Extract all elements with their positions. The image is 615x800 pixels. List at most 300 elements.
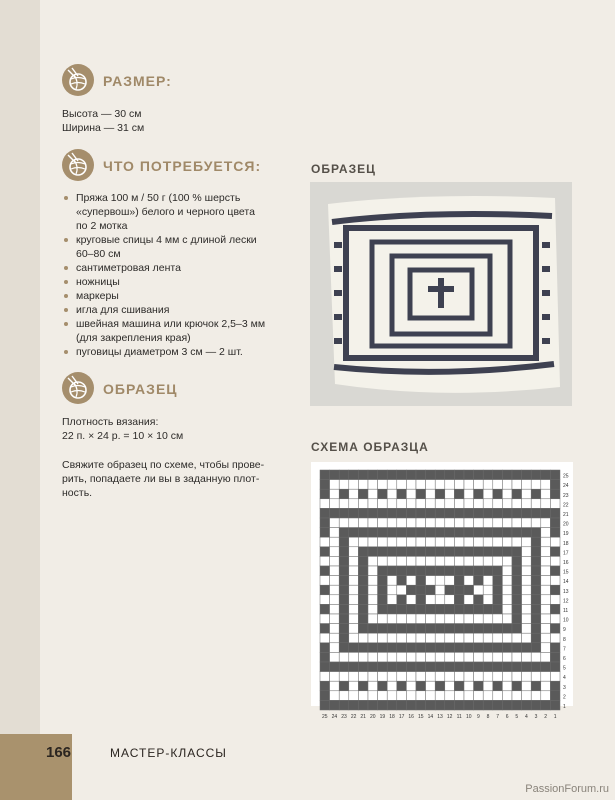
chart-cell (522, 556, 532, 566)
chart-cell (474, 480, 484, 490)
chart-cell (397, 499, 407, 509)
chart-cell (483, 528, 493, 538)
chart-cell (349, 489, 359, 499)
chart-cell (502, 556, 512, 566)
chart-cell (426, 633, 436, 643)
chart-cell (483, 556, 493, 566)
column-label: 24 (331, 714, 338, 720)
chart-cell (378, 595, 388, 605)
row-label: 24 (563, 483, 569, 490)
chart-cell (368, 595, 378, 605)
chart-cell (483, 643, 493, 653)
chart-cell (387, 576, 397, 586)
chart-cell (406, 672, 416, 682)
chart-cell (541, 585, 551, 595)
chart-cell (454, 518, 464, 528)
chart-cell (387, 595, 397, 605)
chart-cell (358, 614, 368, 624)
chart-cell (387, 508, 397, 518)
chart-cell (512, 691, 522, 701)
chart-cell (330, 556, 340, 566)
chart-cell (406, 576, 416, 586)
chart-cell (445, 499, 455, 509)
chart-cell (493, 595, 503, 605)
chart-cell (426, 585, 436, 595)
column-label: 2 (544, 714, 547, 720)
chart-cell (397, 508, 407, 518)
chart-cell (445, 652, 455, 662)
chart-cell (435, 489, 445, 499)
chart-cell (445, 576, 455, 586)
column-label: 12 (446, 714, 453, 720)
chart-cell (387, 672, 397, 682)
chart-cell (426, 576, 436, 586)
chart-cell (339, 470, 349, 480)
chart-cell (330, 528, 340, 538)
chart-cell (474, 585, 484, 595)
chart-cell (426, 518, 436, 528)
chart-cell (339, 566, 349, 576)
chart-cell (483, 585, 493, 595)
chart-cell (445, 643, 455, 653)
chart-cell (550, 595, 560, 605)
chart-cell (406, 585, 416, 595)
chart-cell (550, 528, 560, 538)
chart-cell (368, 604, 378, 614)
chart-cell (445, 662, 455, 672)
chart-cell (550, 691, 560, 701)
chart-cell (397, 595, 407, 605)
chart-cell (406, 662, 416, 672)
chart-cell (378, 672, 388, 682)
chart-cell (320, 585, 330, 595)
yarn-ball-icon (62, 372, 94, 404)
row-label: 25 (563, 473, 569, 480)
chart-cell (416, 518, 426, 528)
chart-cell (320, 672, 330, 682)
chart-cell (512, 480, 522, 490)
chart-cell (320, 556, 330, 566)
chart-cell (550, 489, 560, 499)
chart-cell (368, 585, 378, 595)
chart-cell (512, 595, 522, 605)
chart-cell (406, 643, 416, 653)
chart-cell (454, 537, 464, 547)
chart-cell (416, 624, 426, 634)
chart-cell (522, 595, 532, 605)
chart-cell (454, 614, 464, 624)
chart-cell (502, 595, 512, 605)
chart-cell (522, 681, 532, 691)
chart-cell (435, 556, 445, 566)
chart-cell (550, 681, 560, 691)
chart-cell (512, 700, 522, 710)
chart-cell (541, 643, 551, 653)
column-label: 18 (389, 714, 395, 720)
chart-cell (550, 672, 560, 682)
chart-cell (330, 576, 340, 586)
chart-cell (378, 691, 388, 701)
chart-cell (474, 576, 484, 586)
chart-cell (368, 499, 378, 509)
chart-cell (378, 643, 388, 653)
chart-cell (464, 691, 474, 701)
row-label: 4 (563, 675, 566, 682)
chart-cell (550, 624, 560, 634)
chart-cell (502, 604, 512, 614)
chart-cell (550, 585, 560, 595)
chart-cell (493, 576, 503, 586)
chart-cell (522, 528, 532, 538)
chart-cell (435, 576, 445, 586)
chart-cell (406, 489, 416, 499)
chart-cell (474, 537, 484, 547)
column-label: 21 (360, 714, 366, 720)
chart-cell (378, 633, 388, 643)
chart-cell (474, 508, 484, 518)
chart-cell (512, 576, 522, 586)
chart-cell (349, 528, 359, 538)
chart-cell (512, 528, 522, 538)
chart-cell (483, 489, 493, 499)
chart-cell (435, 672, 445, 682)
chart-cell (522, 633, 532, 643)
chart-cell (541, 614, 551, 624)
chart-cell (541, 556, 551, 566)
watermark: PassionForum.ru (525, 783, 609, 795)
column-label: 6 (505, 714, 509, 720)
chart-cell (378, 566, 388, 576)
chart-cell (464, 662, 474, 672)
chart-cell (531, 566, 541, 576)
chart-cell (512, 518, 522, 528)
chart-cell (349, 470, 359, 480)
chart-cell (483, 624, 493, 634)
chart-cell (512, 489, 522, 499)
chart-cell (531, 604, 541, 614)
chart-cell (426, 681, 436, 691)
chart-cell (339, 518, 349, 528)
row-label: 10 (563, 617, 569, 624)
chart-cell (483, 518, 493, 528)
chart-title: СХЕМА ОБРАЗЦА (311, 440, 429, 454)
list-item: игла для сшивания (62, 303, 265, 317)
column-label: 11 (456, 714, 462, 720)
chart-cell (387, 585, 397, 595)
chart-cell (531, 537, 541, 547)
materials-section-title: ЧТО ПОТРЕБУЕТСЯ: (103, 158, 262, 174)
chart-cell (406, 652, 416, 662)
column-label: 3 (534, 714, 538, 720)
chart-cell (522, 518, 532, 528)
density-text: Плотность вязания: 22 п. × 24 р. = 10 × 10 см (62, 416, 184, 442)
chart-cell (378, 528, 388, 538)
column-label: 20 (370, 714, 376, 720)
chart-cell (522, 499, 532, 509)
height-line: Высота — 30 см (62, 108, 142, 120)
row-label: 21 (563, 512, 569, 518)
chart-cell (358, 547, 368, 557)
chart-cell (445, 672, 455, 682)
chart-cell (320, 547, 330, 557)
chart-cell (406, 537, 416, 547)
instructions-text: Свяжите образец по схеме, чтобы прове- рить, попадаете ли вы в заданную плот- ность. (62, 459, 265, 499)
chart-cell (493, 556, 503, 566)
chart-cell (349, 643, 359, 653)
chart-cell (416, 604, 426, 614)
chart-cell (349, 681, 359, 691)
chart-cell (531, 681, 541, 691)
chart-cell (502, 691, 512, 701)
chart-cell (464, 518, 474, 528)
chart-cell (464, 576, 474, 586)
chart-cell (416, 566, 426, 576)
chart-cell (320, 624, 330, 634)
chart-cell (464, 528, 474, 538)
chart-cell (512, 508, 522, 518)
chart-cell (397, 614, 407, 624)
chart-cell (320, 499, 330, 509)
chart-cell (339, 547, 349, 557)
chart-cell (541, 700, 551, 710)
chart-cell (339, 691, 349, 701)
chart-cell (426, 499, 436, 509)
chart-cell (493, 700, 503, 710)
chart-cell (474, 700, 484, 710)
chart-cell (541, 624, 551, 634)
chart-cell (349, 508, 359, 518)
chart-cell (368, 672, 378, 682)
chart-cell (541, 528, 551, 538)
column-label: 17 (398, 714, 405, 720)
column-label: 4 (525, 714, 528, 720)
chart-cell (416, 681, 426, 691)
row-label: 3 (563, 684, 566, 691)
chart-cell (502, 508, 512, 518)
chart-cell (435, 643, 445, 653)
chart-cell (397, 633, 407, 643)
chart-cell (397, 585, 407, 595)
chart-cell (320, 595, 330, 605)
chart-cell (339, 595, 349, 605)
row-label: 22 (563, 502, 569, 509)
chart-cell (531, 672, 541, 682)
chart-cell (531, 691, 541, 701)
page-margin-strip (0, 0, 40, 800)
chart-cell (541, 652, 551, 662)
chart-cell (339, 700, 349, 710)
chart-cell (426, 556, 436, 566)
chart-cell (320, 604, 330, 614)
chart-cell (531, 595, 541, 605)
chart-cell (378, 585, 388, 595)
chart-cell (512, 470, 522, 480)
chart-cell (426, 537, 436, 547)
chart-cell (531, 499, 541, 509)
chart-cell (349, 556, 359, 566)
chart-cell (368, 681, 378, 691)
list-item: Пряжа 100 м / 50 г (100 % шерсть «супервош») белого и черного цвета по 2 мотка (62, 191, 265, 233)
chart-cell (435, 508, 445, 518)
chart-cell (435, 566, 445, 576)
size-text (62, 107, 144, 135)
chart-cell (339, 576, 349, 586)
chart-cell (320, 508, 330, 518)
row-label: 20 (563, 521, 569, 528)
chart-cell (502, 528, 512, 538)
chart-cell (416, 528, 426, 538)
chart-cell (550, 633, 560, 643)
chart-cell (368, 528, 378, 538)
chart-cell (502, 499, 512, 509)
chart-cell (464, 508, 474, 518)
chart-cell (416, 480, 426, 490)
chart-cell (368, 518, 378, 528)
chart-cell (358, 691, 368, 701)
chart-cell (541, 595, 551, 605)
chart-cell (483, 566, 493, 576)
chart-cell (406, 566, 416, 576)
chart-cell (502, 480, 512, 490)
chart-cell (358, 604, 368, 614)
chart-cell (522, 566, 532, 576)
chart-cell (426, 624, 436, 634)
chart-cell (493, 480, 503, 490)
row-label: 18 (563, 540, 569, 547)
chart-cell (483, 576, 493, 586)
chart-cell (502, 518, 512, 528)
chart-cell (358, 700, 368, 710)
chart-cell (368, 662, 378, 672)
chart-cell (493, 691, 503, 701)
chart-cell (445, 537, 455, 547)
chart-cell (358, 508, 368, 518)
chart-cell (358, 672, 368, 682)
chart-cell (445, 547, 455, 557)
chart-cell (330, 633, 340, 643)
row-label: 2 (563, 694, 566, 701)
chart-cell (493, 489, 503, 499)
row-label: 7 (563, 646, 566, 653)
chart-cell (531, 624, 541, 634)
chart-cell (378, 518, 388, 528)
chart-cell (483, 508, 493, 518)
chart-cell (358, 633, 368, 643)
chart-cell (454, 624, 464, 634)
chart-cell (464, 489, 474, 499)
chart-cell (531, 518, 541, 528)
chart-cell (387, 604, 397, 614)
row-label: 15 (563, 569, 569, 576)
chart-cell (522, 662, 532, 672)
chart-cell (464, 470, 474, 480)
chart-cell (387, 643, 397, 653)
chart-cell (358, 576, 368, 586)
chart-cell (474, 662, 484, 672)
chart-cell (397, 652, 407, 662)
column-label: 14 (427, 714, 434, 720)
chart-cell (320, 566, 330, 576)
chart-cell (483, 499, 493, 509)
chart-cell (502, 700, 512, 710)
chart-cell (474, 643, 484, 653)
chart-cell (464, 537, 474, 547)
chart-cell (483, 604, 493, 614)
chart-cell (339, 499, 349, 509)
chart-cell (445, 470, 455, 480)
chart-cell (426, 643, 436, 653)
chart-cell (454, 508, 464, 518)
chart-cell (349, 614, 359, 624)
chart-cell (387, 633, 397, 643)
chart-cell (435, 480, 445, 490)
chart-cell (464, 652, 474, 662)
chart-cell (416, 585, 426, 595)
chart-cell (330, 652, 340, 662)
chart-cell (320, 681, 330, 691)
chart-cell (531, 585, 541, 595)
chart-cell (483, 662, 493, 672)
chart-cell (426, 566, 436, 576)
chart-cell (330, 672, 340, 682)
chart-cell (397, 662, 407, 672)
chart-cell (454, 691, 464, 701)
chart-cell (406, 614, 416, 624)
chart-cell (550, 566, 560, 576)
chart-cell (435, 681, 445, 691)
chart-cell (406, 633, 416, 643)
chart-cell (358, 585, 368, 595)
chart-cell (426, 508, 436, 518)
row-label: 19 (563, 531, 569, 538)
column-label: 16 (408, 714, 414, 720)
chart-cell (474, 470, 484, 480)
chart-cell (445, 489, 455, 499)
chart-cell (522, 652, 532, 662)
chart-cell (416, 489, 426, 499)
chart-cell (512, 556, 522, 566)
chart-cell (416, 643, 426, 653)
chart-cell (493, 614, 503, 624)
chart-cell (426, 547, 436, 557)
sample-section-title: ОБРАЗЕЦ (103, 381, 178, 397)
chart-cell (550, 662, 560, 672)
chart-cell (378, 547, 388, 557)
chart-cell (502, 643, 512, 653)
chart-cell (550, 508, 560, 518)
chart-cell (483, 652, 493, 662)
chart-cell (522, 643, 532, 653)
chart-cell (330, 566, 340, 576)
chart-cell (483, 480, 493, 490)
chart-cell (330, 691, 340, 701)
chart-cell (464, 633, 474, 643)
chart-cell (320, 537, 330, 547)
chart-cell (387, 652, 397, 662)
chart-cell (483, 681, 493, 691)
chart-cell (474, 672, 484, 682)
chart-cell (368, 633, 378, 643)
chart-cell (426, 700, 436, 710)
chart-cell (320, 518, 330, 528)
list-item: пуговицы диаметром 3 см — 2 шт. (62, 345, 265, 359)
chart-cell (416, 662, 426, 672)
chart-cell (416, 652, 426, 662)
chart-cell (349, 566, 359, 576)
column-label: 5 (515, 714, 519, 720)
chart-cell (474, 556, 484, 566)
chart-cell (406, 508, 416, 518)
